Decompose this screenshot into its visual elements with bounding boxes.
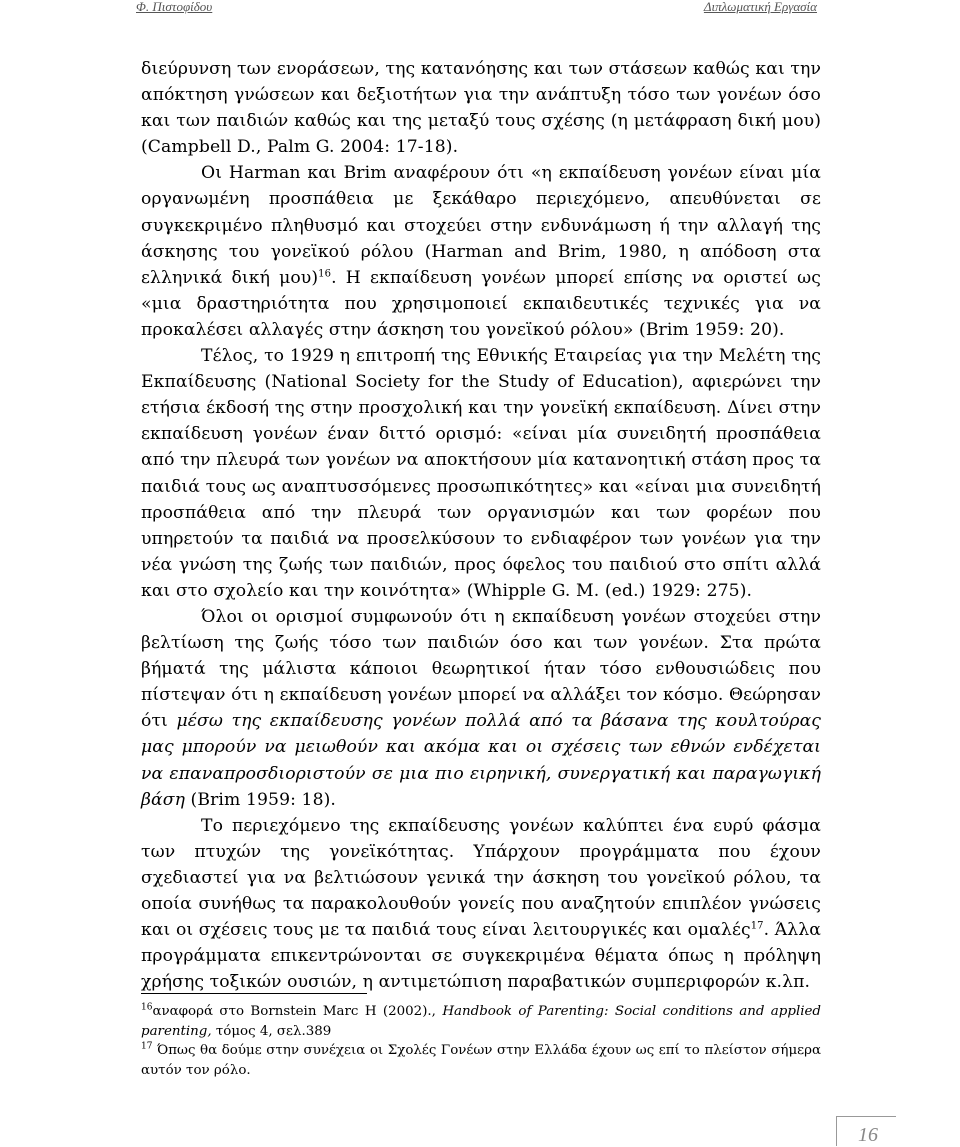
footnote-17: [141, 1041, 821, 1080]
footnote-ref-17: 17: [750, 920, 764, 932]
paragraph-2-text-a: Οι Harman και Brim αναφέρουν ότι «η εκπαίδευση γονέων είναι μία οργανωμένη προσπάθεια με ξεκάθαρο περιεχόμενο, απευθύνεται σε συγκεκριμένο πληθυσμό και στοχεύει στην ενδυνάμωση ή την αλλαγή της άσκησης του γονεϊκού ρόλου (Harman and Brim, 1980, η απόδοση στα ελληνικά δική μου): [141, 163, 821, 288]
paragraph-1: διεύρυνση των ενοράσεων, της κατανόησης και των στάσεων καθώς και την απόκτηση γνώσεων και δεξιοτήτων για την ανάπτυξη τόσο των γονέων όσο και των παιδιών καθώς και της μεταξύ τους σχέσης (η μετάφραση δική μου) (Campbell D., Palm G. 2004: 17-18).: [141, 59, 821, 158]
paragraph-2-text-b: . Η εκπαίδευση γονέων μπορεί επίσης να οριστεί ως «μια δραστηριότητα που χρησιμοποιεί εκπαιδευτικές τεχνικές για να προκαλέσει αλλαγές στην άσκηση του γονεϊκού ρόλου» (Brim 1959: 20).: [141, 267, 821, 340]
paragraph-5-text-a: Το περιεχόμενο της εκπαίδευσης γονέων καλύπτει ένα ευρύ φάσμα των πτυχών της γονεϊκότητας. Υπάρχουν προγράμματα που έχουν σχεδιαστεί για να βελτιώσουν γενικά την άσκηση του γονεϊκού ρόλου, τα οποία συνήθως τα παρακολουθούν γονείς που αναζητούν επιπλέον γνώσεις και οι σχέσεις τους με τα παιδιά τους είναι λειτουργικές και ομαλές: [141, 815, 821, 941]
footnote-16-book-title: Handbook of Parenting: Social conditions and applied parenting,: [141, 1004, 822, 1039]
page-header: [0, 0, 960, 14]
body-text: [141, 56, 821, 995]
paragraph-4-text-a: Όλοι οι ορισμοί συμφωνούν ότι η εκπαίδευση γονέων στοχεύει στην βελτίωση της ζωής τόσο των παιδιών όσο και των γονέων. Στα πρώτα βήματά της μάλιστα κάποιοι θεωρητικοί ήταν τόσο ενθουσιώδεις που πίστεψαν ότι η εκπαίδευση γονέων μπορεί να αλλάξει τον κόσμο. Θεώρησαν ότι: [141, 606, 821, 732]
footnotes: [141, 1002, 821, 1081]
page-number: 16: [858, 1124, 878, 1146]
footnote-ref-16: 16: [318, 268, 332, 280]
header-author: Φ. Πιστοφίδου: [136, 0, 213, 14]
footnote-separator: [141, 993, 367, 994]
footnote-16-number: 16: [141, 1002, 153, 1013]
paragraph-5: [141, 813, 821, 996]
footnote-17-number: 17: [141, 1041, 153, 1052]
paragraph-4-text-b: (Brim 1959: 18).: [184, 789, 336, 810]
footnote-16: [141, 1002, 821, 1041]
header-document-title: Διπλωματική Εργασία: [703, 0, 817, 14]
footnote-16-text-after: τόμος 4, σελ.389: [211, 1023, 332, 1039]
paragraph-5-text-b: . Άλλα προγράμματα επικεντρώνονται σε συγκεκριμένα θέματα όπως η πρόληψη χρήσης τοξικών ουσιών, η αντιμετώπιση παραβατικών συμπεριφορών κ.λπ.: [141, 920, 821, 993]
paragraph-2: [141, 160, 821, 343]
footnote-16-text-before: αναφορά στο Bornstein Marc H (2002).,: [152, 1004, 436, 1019]
paragraph-4-italic-quote: μέσω της εκπαίδευσης γονέων πολλά από τα βάσανα της κουλτούρας μας μπορούν να μειωθούν και ακόμα και οι σχέσεις των εθνών ενδέχεται να επαναπροσδιοριστούν σε μια πιο ειρηνική, συνεργατική και παραγωγική βάση: [141, 711, 821, 810]
paragraph-3: Τέλος, το 1929 η επιτροπή της Εθνικής Εταιρείας για την Μελέτη της Εκπαίδευσης (National Society for the Study of Education), αφιερώνει την ετήσια έκδοσή της στην προσχολική και την γονεϊκή εκπαίδευση. Δίνει στην εκπαίδευση γονέων έναν διττό ορισμό: «είναι μία συνειδητή προσπάθεια από την πλευρά των γονέων να αποκτήσουν μία κατανοητική στάση προς τα παιδιά τους ως αναπτυσσόμενες προσωπικότητες» και «είναι μια συνειδητή προσπάθεια από την πλευρά των οργανισμών και των φορέων που υπηρετούν τα παιδιά να προσελκύσουν το ενδιαφέρον των γονέων για την νέα γνώση της ζωής των παιδιών, προς όφελος του παιδιού στο σπίτι αλλά και στο σχολείο και την κοινότητα» (Whipple G. M. (ed.) 1929: 275).: [141, 346, 821, 601]
footnote-17-text: Όπως θα δούμε στην συνέχεια οι Σχολές Γονέων στην Ελλάδα έχουν ως επί το πλείστον σήμερα αυτόν τον ρόλο.: [141, 1043, 821, 1079]
paragraph-4: [141, 604, 821, 813]
